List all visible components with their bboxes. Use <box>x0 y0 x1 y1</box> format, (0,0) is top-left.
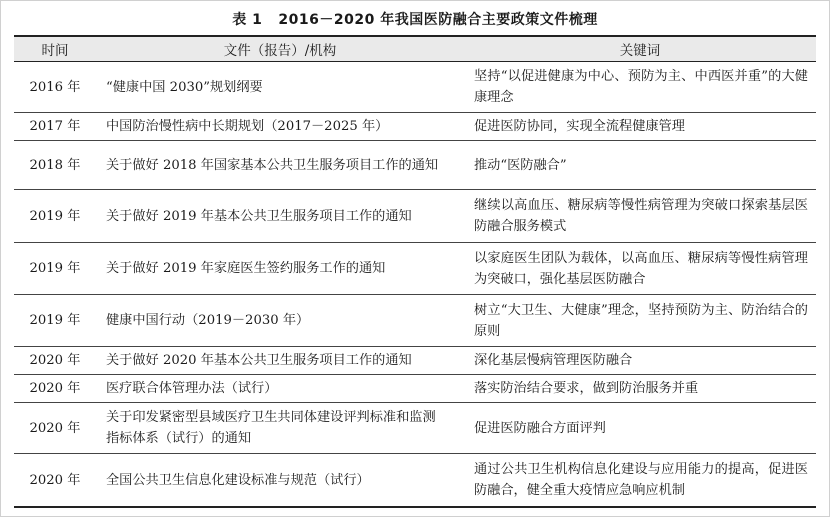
cell-document: 医疗联合体管理办法（试行） <box>96 375 464 403</box>
cell-year: 2020 年 <box>14 347 96 375</box>
cell-document: 全国公共卫生信息化建设标准与规范（试行） <box>96 454 464 508</box>
table-row <box>14 243 816 295</box>
cell-keywords: 继续以高血压、糖尿病等慢性病管理为突破口探索基层医防融合服务模式 <box>464 190 816 243</box>
cell-keywords: 促进医防协同，实现全流程健康管理 <box>464 113 816 141</box>
header-keywords: 关键词 <box>464 36 816 62</box>
table-row <box>14 403 816 454</box>
cell-document: 健康中国行动（2019－2030 年） <box>96 295 464 347</box>
cell-year: 2017 年 <box>14 113 96 141</box>
table-row <box>14 190 816 243</box>
cell-document: 关于印发紧密型县域医疗卫生共同体建设评判标准和监测指标体系（试行）的通知 <box>96 403 464 454</box>
cell-keywords: 通过公共卫生机构信息化建设与应用能力的提高，促进医防融合，健全重大疫情应急响应机制 <box>464 454 816 508</box>
cell-year: 2020 年 <box>14 403 96 454</box>
header-row <box>14 36 816 62</box>
table-row <box>14 113 816 141</box>
cell-keywords: 树立“大卫生、大健康”理念，坚持预防为主、防治结合的原则 <box>464 295 816 347</box>
cell-document: 关于做好 2018 年国家基本公共卫生服务项目工作的通知 <box>96 141 464 190</box>
cell-document: 关于做好 2019 年基本公共卫生服务项目工作的通知 <box>96 190 464 243</box>
cell-keywords: 促进医防融合方面评判 <box>464 403 816 454</box>
header-document: 文件（报告）/机构 <box>96 36 464 62</box>
table-row <box>14 295 816 347</box>
cell-year: 2019 年 <box>14 295 96 347</box>
table-caption <box>0 9 830 29</box>
header-time: 时间 <box>14 36 96 62</box>
cell-year: 2019 年 <box>14 190 96 243</box>
table-row <box>14 454 816 508</box>
table-row <box>14 375 816 403</box>
table-row <box>14 347 816 375</box>
table-number: 表 1 <box>232 12 263 28</box>
cell-year: 2020 年 <box>14 454 96 508</box>
cell-year: 2019 年 <box>14 243 96 295</box>
policy-table <box>14 35 816 508</box>
cell-year: 2020 年 <box>14 375 96 403</box>
table-title: 2016－2020 年我国医防融合主要政策文件梳理 <box>278 12 598 28</box>
cell-year: 2016 年 <box>14 62 96 113</box>
cell-year: 2018 年 <box>14 141 96 190</box>
cell-keywords: 深化基层慢病管理医防融合 <box>464 347 816 375</box>
cell-keywords: 落实防治结合要求，做到防治服务并重 <box>464 375 816 403</box>
cell-document: 关于做好 2019 年家庭医生签约服务工作的通知 <box>96 243 464 295</box>
cell-keywords: 以家庭医生团队为载体，以高血压、糖尿病等慢性病管理为突破口，强化基层医防融合 <box>464 243 816 295</box>
cell-document: 中国防治慢性病中长期规划（2017－2025 年） <box>96 113 464 141</box>
cell-document: “健康中国 2030”规划纲要 <box>96 62 464 113</box>
table-row <box>14 62 816 113</box>
cell-keywords: 推动“医防融合” <box>464 141 816 190</box>
cell-keywords: 坚持“以促进健康为中心、预防为主、中西医并重”的大健康理念 <box>464 62 816 113</box>
cell-document: 关于做好 2020 年基本公共卫生服务项目工作的通知 <box>96 347 464 375</box>
table-row <box>14 141 816 190</box>
